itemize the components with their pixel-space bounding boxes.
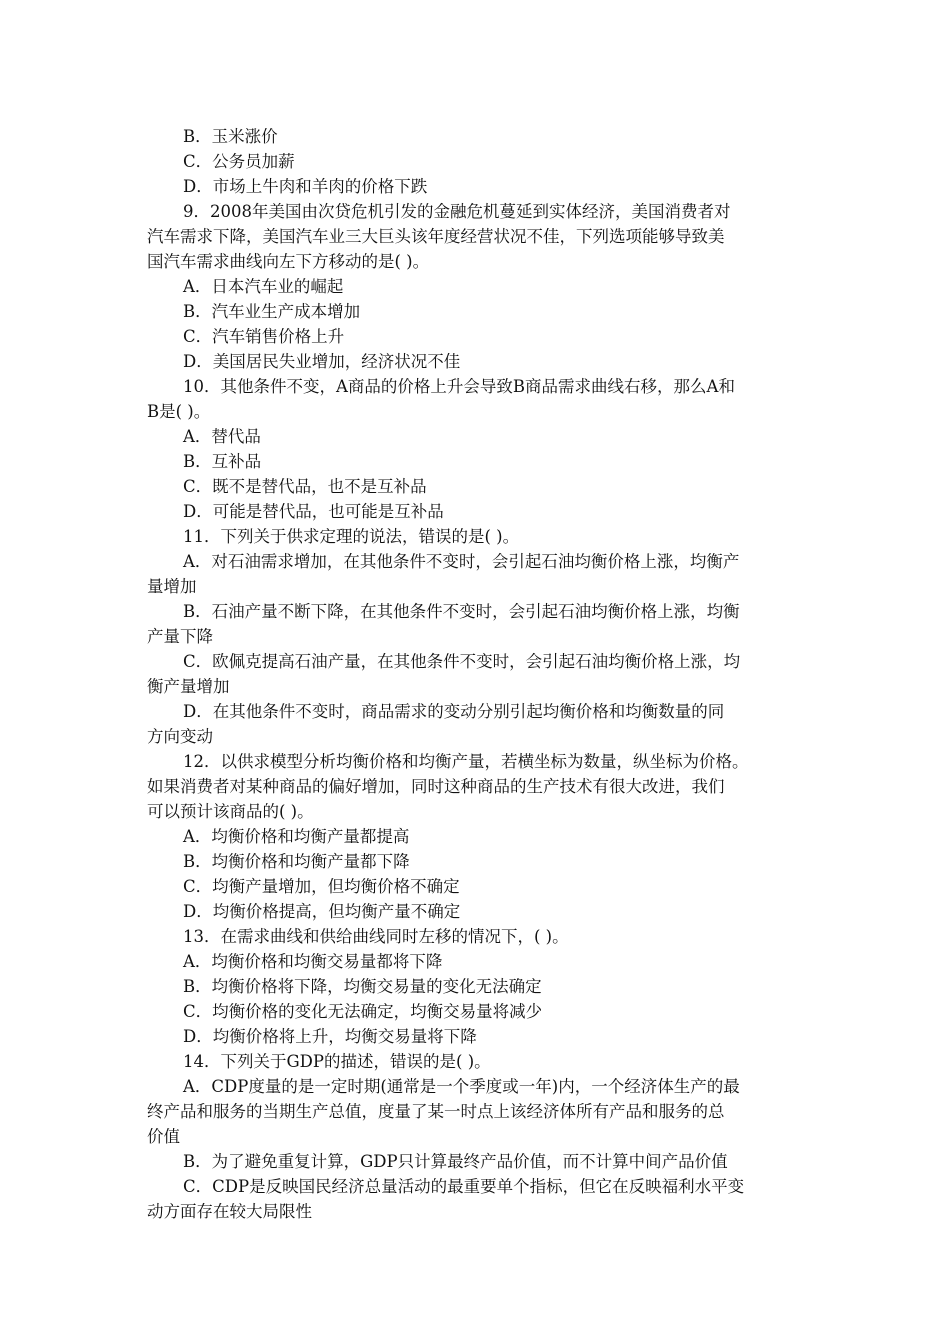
text-line: 汽车需求下降，美国汽车业三大巨头该年度经营状况不佳，下列选项能够导致美 (147, 227, 725, 246)
text-line: A．日本汽车业的崛起 (183, 277, 344, 296)
text-line: B．玉米涨价 (183, 127, 278, 146)
text-line: C．欧佩克提高石油产量，在其他条件不变时，会引起石油均衡价格上涨，均 (183, 652, 741, 671)
text-line: 11．下列关于供求定理的说法，错误的是( )。 (183, 527, 520, 546)
text-line: D．均衡价格提高，但均衡产量不确定 (183, 902, 461, 921)
document-body (147, 124, 807, 1224)
text-line: B．互补品 (183, 452, 262, 471)
text-line: A．对石油需求增加，在其他条件不变时，会引起石油均衡价格上涨，均衡产 (183, 552, 740, 571)
text-line: 可以预计该商品的( )。 (147, 802, 314, 821)
text-line: 终产品和服务的当期生产总值，度量了某一时点上该经济体所有产品和服务的总 (147, 1102, 725, 1121)
text-line: C．汽车销售价格上升 (183, 327, 345, 346)
text-line: 量增加 (147, 577, 197, 596)
text-line: D．市场上牛肉和羊肉的价格下跌 (183, 177, 428, 196)
text-line: D．均衡价格将上升，均衡交易量将下降 (183, 1027, 477, 1046)
text-line: 14．下列关于GDP的描述，错误的是( )。 (183, 1052, 491, 1071)
text-line: 产量下降 (147, 627, 213, 646)
text-line: C．均衡产量增加，但均衡价格不确定 (183, 877, 460, 896)
text-line: 动方面存在较大局限性 (147, 1202, 312, 1221)
text-line: C．既不是替代品，也不是互补品 (183, 477, 427, 496)
text-line: C．均衡价格的变化无法确定，均衡交易量将减少 (183, 1002, 543, 1021)
text-line: A．均衡价格和均衡交易量都将下降 (183, 952, 443, 971)
text-line: 国汽车需求曲线向左下方移动的是( )。 (147, 252, 430, 271)
text-line: B．石油产量不断下降，在其他条件不变时，会引起石油均衡价格上涨，均衡 (183, 602, 740, 621)
text-line: A．均衡价格和均衡产量都提高 (183, 827, 410, 846)
text-line: D．在其他条件不变时，商品需求的变动分别引起均衡价格和均衡数量的同 (183, 702, 725, 721)
text-line: 方向变动 (147, 727, 213, 746)
text-line: C．公务员加薪 (183, 152, 295, 171)
text-line: 如果消费者对某种商品的偏好增加，同时这种商品的生产技术有很大改进，我们 (147, 777, 725, 796)
text-line: D．可能是替代品，也可能是互补品 (183, 502, 444, 521)
text-line: 衡产量增加 (147, 677, 230, 696)
text-line: 10．其他条件不变，A商品的价格上升会导致B商品需求曲线右移，那么A和 (183, 377, 735, 396)
text-line: 价值 (147, 1127, 180, 1146)
text-line: B．均衡价格和均衡产量都下降 (183, 852, 410, 871)
text-line: D．美国居民失业增加，经济状况不佳 (183, 352, 461, 371)
text-line: C．CDP是反映国民经济总量活动的最重要单个指标，但它在反映福利水平变 (183, 1177, 745, 1196)
text-line: 9．2008年美国由次贷危机引发的金融危机蔓延到实体经济，美国消费者对 (183, 202, 731, 221)
text-line: B是( )。 (147, 402, 211, 421)
text-line: A．替代品 (183, 427, 261, 446)
text-line: A．CDP度量的是一定时期(通常是一个季度或一年)内，一个经济体生产的最 (183, 1077, 740, 1096)
text-line: B．均衡价格将下降，均衡交易量的变化无法确定 (183, 977, 542, 996)
text-line: 12．以供求模型分析均衡价格和均衡产量，若横坐标为数量，纵坐标为价格。 (183, 752, 749, 771)
text-line: B．汽车业生产成本增加 (183, 302, 361, 321)
text-line: 13．在需求曲线和供给曲线同时左移的情况下，( )。 (183, 927, 569, 946)
text-line: B．为了避免重复计算，GDP只计算最终产品价值，而不计算中间产品价值 (183, 1152, 728, 1171)
